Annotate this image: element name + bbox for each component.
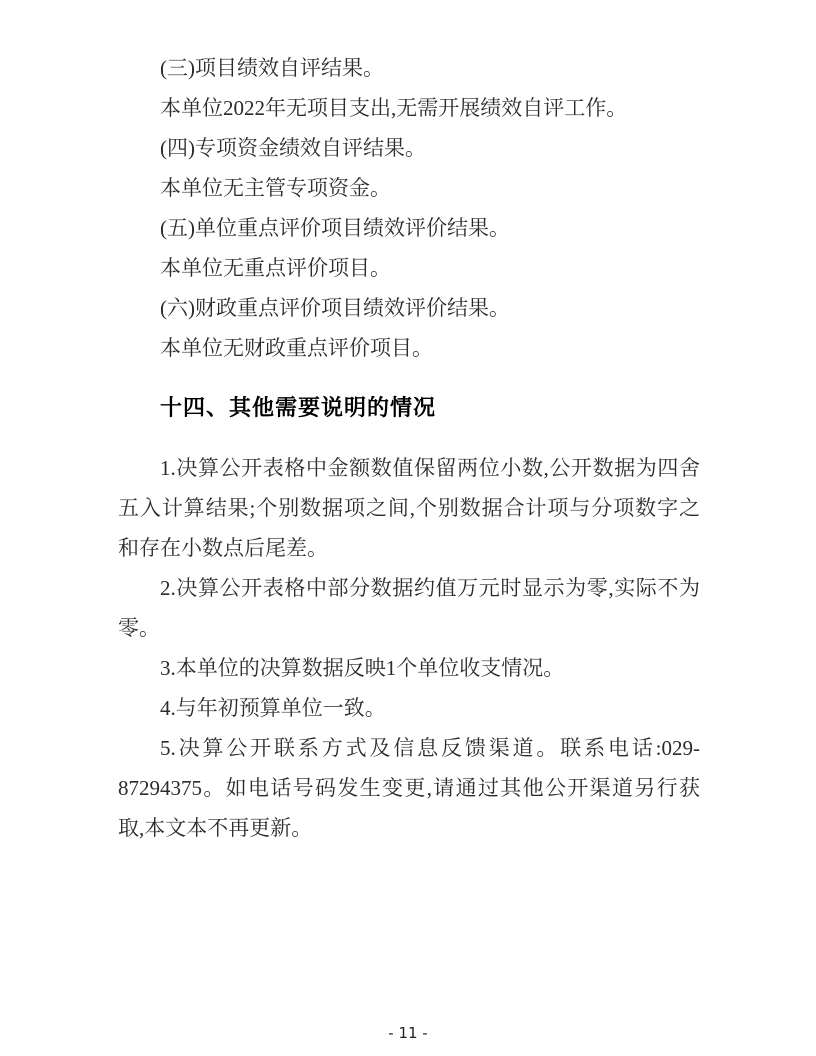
paragraph bbox=[118, 448, 700, 568]
paragraph bbox=[118, 88, 700, 128]
text-line: 本单位无财政重点评价项目。 bbox=[160, 336, 433, 360]
text-line: 3.本单位的决算数据反映1个单位收支情况。 bbox=[160, 656, 565, 680]
text-line: 2.决算公开表格中部分数据约值万元时显示为零,实际不为 bbox=[160, 576, 700, 600]
page-number: - 11 - bbox=[388, 1024, 428, 1042]
text-line: 1.决算公开表格中金额数值保留两位小数,公开数据为四舍 bbox=[160, 456, 700, 480]
paragraph bbox=[118, 688, 700, 728]
section-heading-text: 十四、其他需要说明的情况 bbox=[160, 395, 437, 420]
text-line: (六)财政重点评价项目绩效评价结果。 bbox=[160, 296, 510, 320]
section-heading bbox=[118, 388, 700, 428]
text-line: 五入计算结果;个别数据项之间,个别数据合计项与分项数字之 bbox=[118, 496, 700, 520]
text-line: 和存在小数点后尾差。 bbox=[118, 536, 328, 560]
text-line: (五)单位重点评价项目绩效评价结果。 bbox=[160, 216, 510, 240]
paragraph bbox=[118, 568, 700, 648]
text-line: (三)项目绩效自评结果。 bbox=[160, 56, 384, 80]
text-line: 5.决算公开联系方式及信息反馈渠道。联系电话:029- bbox=[160, 736, 700, 760]
text-line: 本单位2022年无项目支出,无需开展绩效自评工作。 bbox=[160, 96, 628, 120]
paragraph bbox=[118, 168, 700, 208]
text-line: 87294375。如电话号码发生变更,请通过其他公开渠道另行获 bbox=[118, 776, 700, 800]
document-body bbox=[118, 48, 700, 848]
paragraph bbox=[118, 328, 700, 368]
paragraph bbox=[118, 648, 700, 688]
paragraph bbox=[118, 48, 700, 88]
paragraph bbox=[118, 208, 700, 248]
paragraph bbox=[118, 288, 700, 328]
text-line: 零。 bbox=[118, 616, 160, 640]
text-line: 取,本文本不再更新。 bbox=[118, 816, 313, 840]
paragraph bbox=[118, 248, 700, 288]
paragraph bbox=[118, 728, 700, 848]
text-line: (四)专项资金绩效自评结果。 bbox=[160, 136, 426, 160]
text-line: 4.与年初预算单位一致。 bbox=[160, 696, 386, 720]
paragraph bbox=[118, 128, 700, 168]
text-line: 本单位无重点评价项目。 bbox=[160, 256, 391, 280]
text-line: 本单位无主管专项资金。 bbox=[160, 176, 391, 200]
